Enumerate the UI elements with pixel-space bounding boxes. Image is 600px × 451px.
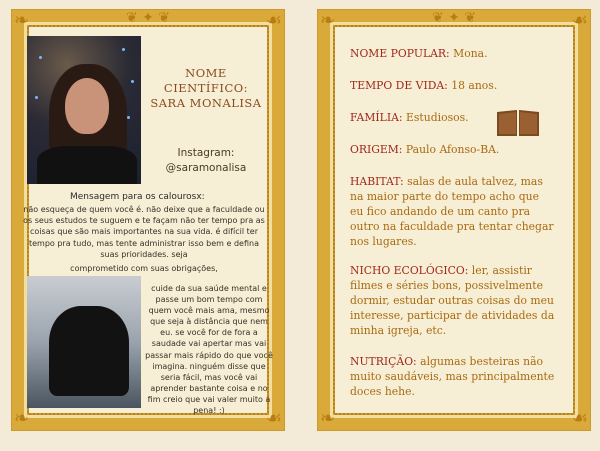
flourish-ornament-icon: ❦ ✦ ❦ xyxy=(125,10,171,26)
field-value: ler, assistir filmes e séries bons, possivelmente dormir, estudar outras coisas do meu interesse, participar de atividades da minha igreja, etc. xyxy=(350,264,555,337)
field-label: NOME POPULAR: xyxy=(350,47,450,60)
message-body: não esqueça de quem você é. não deixe que a faculdade ou os seus estudos te suguem e te façam não ter tempo pra as coisas que são mais importantes na sua vida. é difícil ter tempo pra tudo, mas tente administrar isso bem e defina suas prioridades. seja xyxy=(23,205,265,259)
flourish-ornament-icon: ❦ ✦ ❦ xyxy=(431,10,477,26)
open-book-icon xyxy=(495,108,541,138)
corner-ornament-icon: ❧ xyxy=(320,408,336,429)
field-label: ORIGEM: xyxy=(350,143,403,156)
field-lifespan xyxy=(350,78,550,93)
field-label: NICHO ECOLÓGICO: xyxy=(350,264,469,277)
field-popular-name xyxy=(350,46,550,61)
field-value: 18 anos. xyxy=(451,79,498,92)
instagram-handle: @saramonalisa xyxy=(165,162,247,174)
scientific-name-value: SARA MONALISA xyxy=(150,96,262,110)
field-label: HABITAT: xyxy=(350,175,404,188)
field-ecological-niche xyxy=(350,263,555,338)
field-value: Paulo Afonso-BA. xyxy=(405,143,500,156)
field-label: NUTRIÇÃO: xyxy=(350,355,417,368)
scientific-name xyxy=(150,66,262,111)
portrait-photo xyxy=(27,36,141,184)
corner-ornament-icon: ❧ xyxy=(14,408,30,429)
field-value: Estudiosos. xyxy=(405,111,469,124)
corner-ornament-icon: ☙ xyxy=(265,10,282,31)
corner-ornament-icon: ❧ xyxy=(320,10,336,31)
field-label: FAMÍLIA: xyxy=(350,111,403,124)
sleeping-photo xyxy=(27,276,141,408)
field-habitat xyxy=(350,174,555,249)
message-side-text: cuide da sua saúde mental e passe um bom tempo com quem você mais ama, mesmo que seja à distância que nem eu. se você for de fora a saudade vai apertar mas vai passar mais rápido do que você imagina. ninguém disse que seria fácil, mas você vai aprender bastante coisa e no fim creio que vai valer muito a pena! :) xyxy=(145,284,273,416)
corner-ornament-icon: ☙ xyxy=(571,408,588,429)
field-label: TEMPO DE VIDA: xyxy=(350,79,448,92)
corner-ornament-icon: ☙ xyxy=(265,408,282,429)
field-family xyxy=(350,110,500,125)
message-title: Mensagem para os calourosx: xyxy=(70,192,205,202)
scientific-name-label: NOME CIENTÍFICO: xyxy=(163,66,249,95)
field-value: algumas besteiras não muito saudáveis, mas principalmente doces hehe. xyxy=(350,355,555,398)
field-nutrition xyxy=(350,354,555,399)
corner-ornament-icon: ☙ xyxy=(571,10,588,31)
instagram-label: Instagram: xyxy=(177,147,235,159)
instagram-block xyxy=(150,146,262,176)
corner-ornament-icon: ❧ xyxy=(14,10,30,31)
field-value: salas de aula talvez, mas na maior parte do tempo acho que eu fico andando de um canto pra outro na faculdade pra tentar chegar nos lugares. xyxy=(350,175,554,248)
message-line-2: comprometido com suas obrigações, xyxy=(70,264,218,273)
field-origin xyxy=(350,142,550,157)
field-value: Mona. xyxy=(453,47,488,60)
